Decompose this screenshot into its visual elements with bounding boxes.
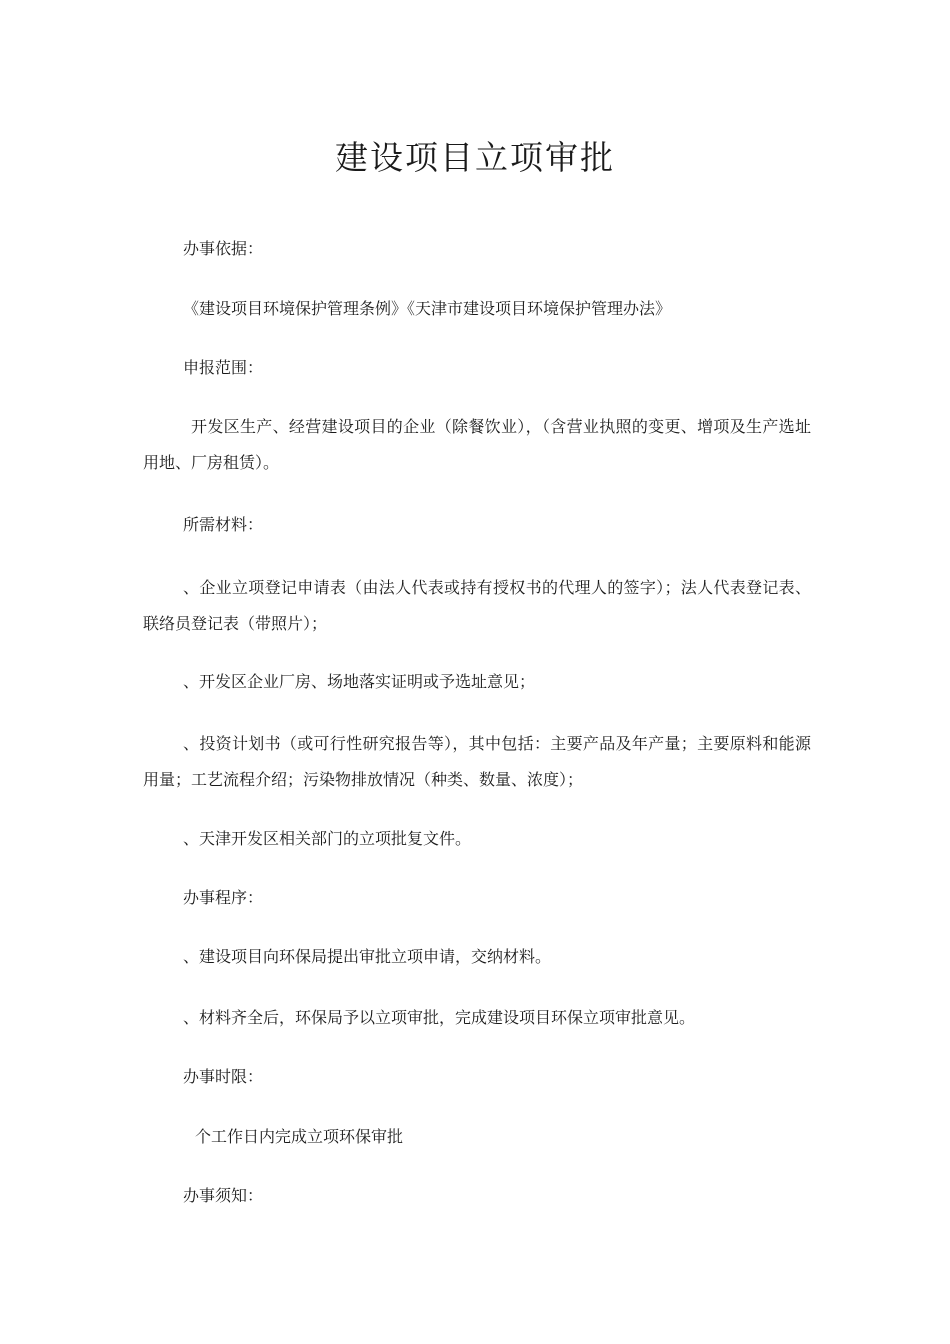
procedure-item: 、建设项目向环保局提出审批立项申请，交纳材料。 xyxy=(183,947,552,966)
material-item: 、投资计划书（或可行性研究报告等），其中包括：主要产品及年产量；主要原料和能源用量；工艺流程介绍；污染物排放情况（种类、数量、浓度）； xyxy=(143,734,811,789)
material-item: 、天津开发区相关部门的立项批复文件。 xyxy=(183,829,472,848)
material-item: 、开发区企业厂房、场地落实证明或予选址意见； xyxy=(183,672,536,691)
basis-text: 《建设项目环境保护管理条例》《天津市建设项目环境保护管理办法》 xyxy=(183,299,672,318)
document-title: 建设项目立项审批 xyxy=(335,138,615,177)
procedure-item: 、材料齐全后，环保局予以立项审批，完成建设项目环保立项审批意见。 xyxy=(183,1008,696,1027)
time-text: 个工作日内完成立项环保审批 xyxy=(195,1127,404,1146)
notice-heading: 办事须知： xyxy=(183,1186,264,1205)
materials-heading: 所需材料： xyxy=(183,515,264,534)
procedure-heading: 办事程序： xyxy=(183,888,264,907)
basis-heading: 办事依据： xyxy=(183,239,264,258)
scope-text: 开发区生产、经营建设项目的企业（除餐饮业），（含营业执照的变更、增项及生产选址用地、厂房租赁）。 xyxy=(143,417,811,472)
material-item: 、企业立项登记申请表（由法人代表或持有授权书的代理人的签字）；法人代表登记表、联络员登记表（带照片）； xyxy=(143,578,811,633)
scope-heading: 申报范围： xyxy=(183,358,264,377)
time-heading: 办事时限： xyxy=(183,1067,264,1086)
